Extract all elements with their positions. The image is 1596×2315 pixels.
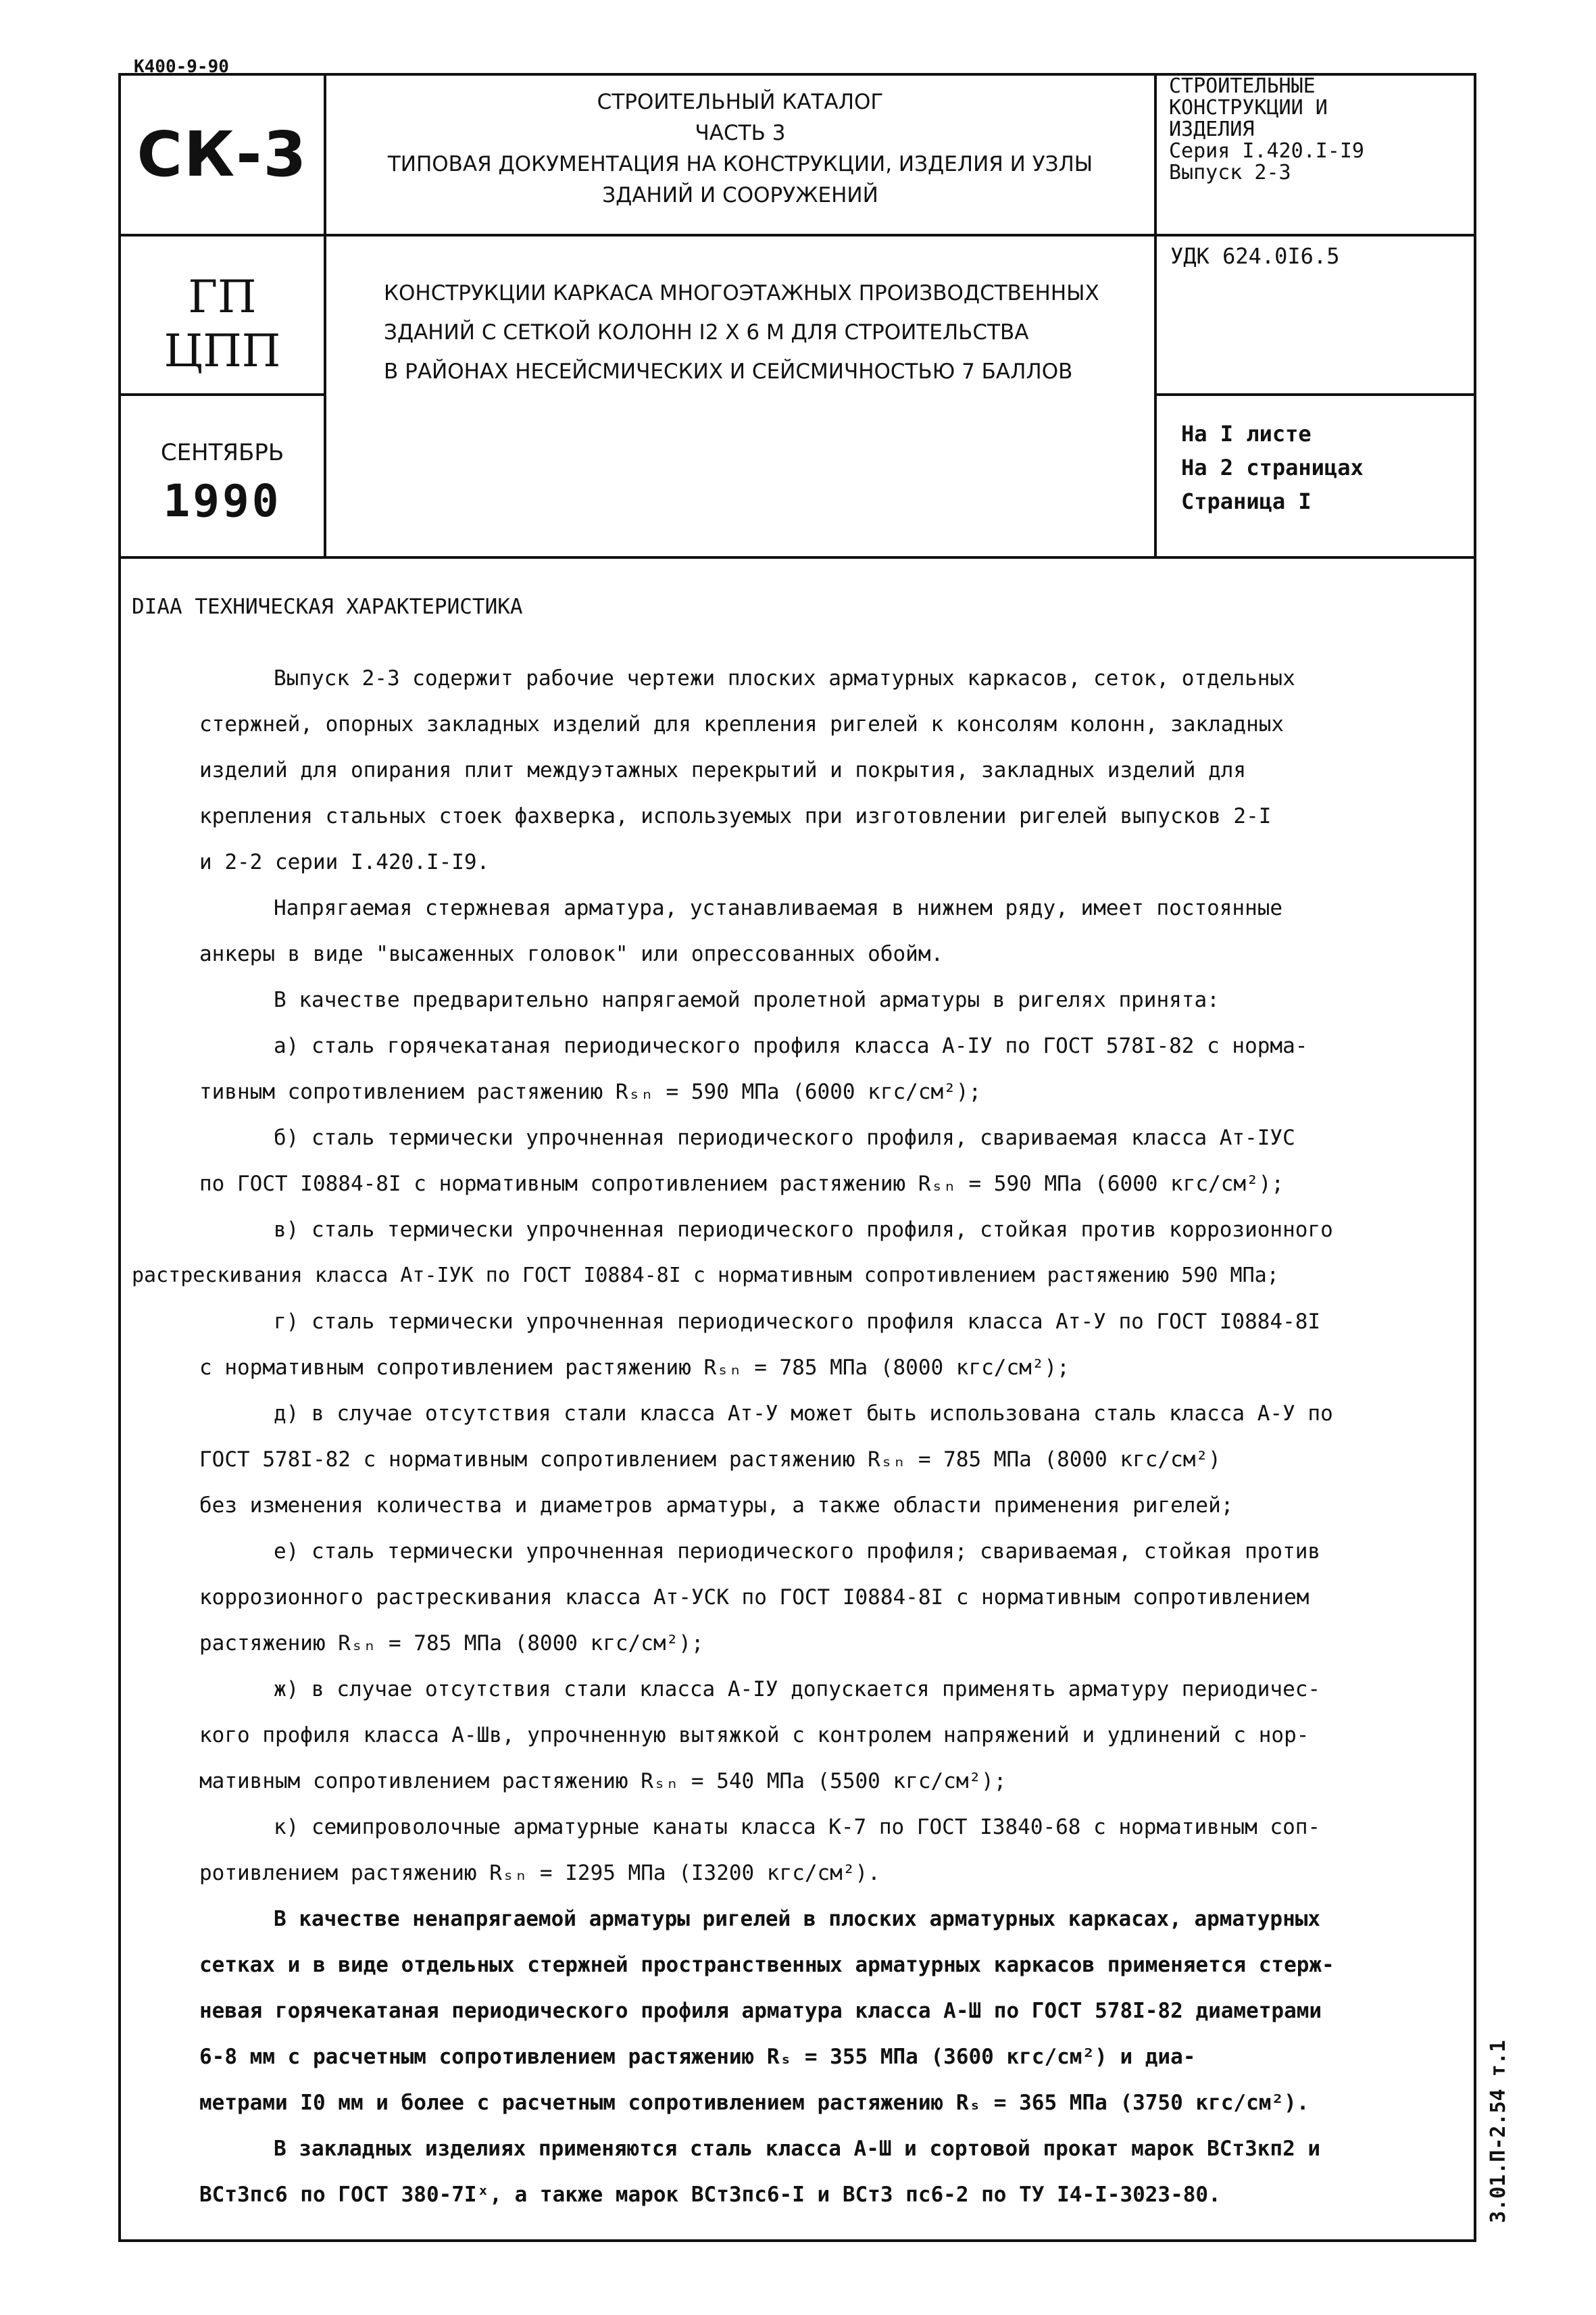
list-item (132, 1666, 1456, 1804)
divider (1157, 393, 1476, 396)
text-line: ВСт3пс6 по ГОСТ 380-7Iˣ, а также марок ВСт3пс6-I и ВСт3 пс6-2 по ТУ I4-I-3023-80. (199, 2183, 1221, 2207)
text-line: по ГОСТ I0884-8I с нормативным сопротивлением растяжению Rₛₙ = 590 МПа (6000 кгс/см²); (199, 1172, 1285, 1196)
text-line: и 2-2 серии I.420.I-I9. (199, 850, 490, 874)
issue-month: СЕНТЯБРЬ (160, 439, 284, 466)
list-item (132, 1023, 1456, 1115)
list-item (132, 1528, 1456, 1666)
list-item (132, 1804, 1456, 1896)
text-line: В качестве предварительно напрягаемой пролетной арматуры в ригелях принята: (274, 988, 1220, 1012)
list-item (132, 1299, 1456, 1391)
text-line: ж) в случае отсутствия стали класса А-IУ допускается применять арматуру периодичес- (274, 1677, 1321, 1701)
sheet-info (1181, 417, 1465, 518)
sheet-info-line: На I листе (1181, 421, 1312, 447)
text-line: с нормативным сопротивлением растяжению Rₛₙ = 785 МПа (8000 кгс/см²); (199, 1355, 1070, 1380)
series-line: СТРОИТЕЛЬНЫЕ (1169, 74, 1316, 98)
series-box (1169, 76, 1473, 184)
divider (118, 234, 324, 237)
list-item (132, 1207, 1456, 1299)
text-line: растяжению Rₛₙ = 785 МПа (8000 кгс/см²); (199, 1631, 704, 1656)
text-line: метрами I0 мм и более с расчетным сопротивлением растяжению Rₛ = 365 МПа (3750 кгс/см²). (199, 2091, 1310, 2115)
text-line: кого профиля класса А-Шв, упрочненную вытяжкой с контролем напряжений и удлинений с нор- (199, 1723, 1310, 1747)
text-line: изделий для опирания плит междуэтажных перекрытий и покрытия, закладных изделий для (199, 758, 1247, 782)
text-line: сетках и в виде отдельных стержней пространственных арматурных каркасов применяется стерж- (199, 1953, 1335, 1977)
paragraph (132, 655, 1456, 885)
text-line: г) сталь термически упрочненная периодического профиля класса Ат-У по ГОСТ I0884-8I (274, 1310, 1321, 1334)
sheet-info-line: На 2 страницах (1181, 455, 1364, 480)
text-line: е) сталь термически упрочненная периодического профиля; свариваемая, стойкая против (274, 1539, 1321, 1564)
series-line: ИЗДЕЛИЯ (1169, 118, 1255, 141)
organization-line: ЦПП (164, 325, 281, 377)
text-line: анкеры в виде "высаженных головок" или опрессованных обойм. (199, 942, 944, 966)
text-line: ГОСТ 578I-82 с нормативным сопротивлением растяжению Rₛₙ = 785 МПа (8000 кгс/см²) (199, 1447, 1221, 1472)
catalog-title (326, 86, 1154, 211)
paragraph (132, 977, 1456, 1023)
paragraph (132, 885, 1456, 977)
text-line: крепления стальных стоек фахверка, используемых при изготовлении ригелей выпусков 2-I (199, 804, 1272, 828)
side-code: 3.01.П-2.54 т.1 (1487, 2040, 1510, 2223)
text-line: Выпуск 2-3 содержит рабочие чертежи плоских арматурных каркасов, сеток, отдельных (274, 666, 1295, 691)
list-item (132, 1115, 1456, 1207)
paragraph (132, 2126, 1456, 2218)
text-line: растрескивания класса Ат-IУК по ГОСТ I0884-8I с нормативным сопротивлением растяжению 590 МПа; (132, 1264, 1279, 1287)
catalog-code: СК-3 (136, 118, 308, 191)
divider (324, 234, 1476, 237)
text-line: мативным сопротивлением растяжению Rₛₙ = 540 МПа (5500 кгс/см²); (199, 1769, 1007, 1793)
catalog-line: ЧАСТЬ 3 (695, 121, 786, 145)
issue-year: 1990 (163, 475, 282, 527)
organization-abbr (121, 270, 324, 378)
subject-line: В РАЙОНАХ НЕСЕЙСМИЧЕСКИХ И СЕЙСМИЧНОСТЬЮ 7 БАЛЛОВ (384, 359, 1073, 384)
section-title: DIAA ТЕХНИЧЕСКАЯ ХАРАКТЕРИСТИКА (132, 595, 523, 619)
organization-line: ГП (188, 271, 257, 323)
text-line: коррозионного растрескивания класса Ат-УСК по ГОСТ I0884-8I с нормативным сопротивлением (199, 1585, 1310, 1610)
subject-line: ЗДАНИЙ С СЕТКОЙ КОЛОНН I2 Х 6 М ДЛЯ СТРОИТЕЛЬСТВА (384, 320, 1029, 345)
text-line: ротивлением растяжению Rₛₙ = I295 МПа (I3200 кгс/см²). (199, 1861, 880, 1885)
text-line: к) семипроволочные арматурные канаты класса К-7 по ГОСТ I3840-68 с нормативным соп- (274, 1815, 1321, 1839)
text-line: В качестве ненапрягаемой арматуры ригелей в плоских арматурных каркасах, арматурных (274, 1907, 1321, 1931)
list-item (132, 1391, 1456, 1528)
divider (118, 556, 1476, 559)
text-line: тивным сопротивлением растяжению Rₛₙ = 590 МПа (6000 кгс/см²); (199, 1080, 982, 1104)
sheet-info-line: Страница I (1181, 489, 1312, 514)
catalog-line: ЗДАНИЙ И СООРУЖЕНИЙ (602, 183, 878, 207)
text-line: без изменения количества и диаметров арматуры, а также области применения ригелей; (199, 1493, 1234, 1518)
catalog-line: СТРОИТЕЛЬНЫЙ КАТАЛОГ (597, 90, 884, 114)
top-code: К400-9-90 (134, 57, 229, 77)
text-line: д) в случае отсутствия стали класса Ат-У может быть использована сталь класса А-У по (274, 1401, 1333, 1426)
text-line: б) сталь термически упрочненная периодического профиля, свариваемая класса Ат-IУС (274, 1126, 1295, 1150)
document-subject (384, 274, 1147, 391)
text-line: в) сталь термически упрочненная периодического профиля, стойкая против коррозионного (274, 1218, 1333, 1242)
series-line: КОНСТРУКЦИИ И (1169, 96, 1328, 120)
paragraph (132, 1896, 1456, 2126)
text-line: В закладных изделиях применяются сталь класса А-Ш и сортовой прокат марок ВСт3кп2 и (274, 2137, 1321, 2161)
divider (118, 393, 324, 396)
text-line: Напрягаемая стержневая арматура, устанавливаемая в нижнем ряду, имеет постоянные (274, 896, 1283, 920)
udk-code: УДК 624.0I6.5 (1170, 243, 1340, 269)
text-line: стержней, опорных закладных изделий для крепления ригелей к консолям колонн, закладных (199, 712, 1285, 737)
text-line: 6-8 мм с расчетным сопротивлением растяжению Rₛ = 355 МПа (3600 кгс/см²) и диа- (199, 2045, 1196, 2069)
text-line: а) сталь горячекатаная периодического профиля класса А-IУ по ГОСТ 578I-82 с норма- (274, 1034, 1308, 1058)
divider (1154, 73, 1157, 557)
series-line: Выпуск 2-3 (1169, 161, 1291, 184)
series-line: Серия I.420.I-I9 (1169, 139, 1364, 163)
text-line: невая горячекатаная периодического профиля арматура класса А-Ш по ГОСТ 578I-82 диаметрами (199, 1999, 1322, 2023)
subject-line: КОНСТРУКЦИИ КАРКАСА МНОГОЭТАЖНЫХ ПРОИЗВОДСТВЕННЫХ (384, 281, 1099, 305)
catalog-line: ТИПОВАЯ ДОКУМЕНТАЦИЯ НА КОНСТРУКЦИИ, ИЗДЕЛИЯ И УЗЛЫ (387, 152, 1093, 176)
